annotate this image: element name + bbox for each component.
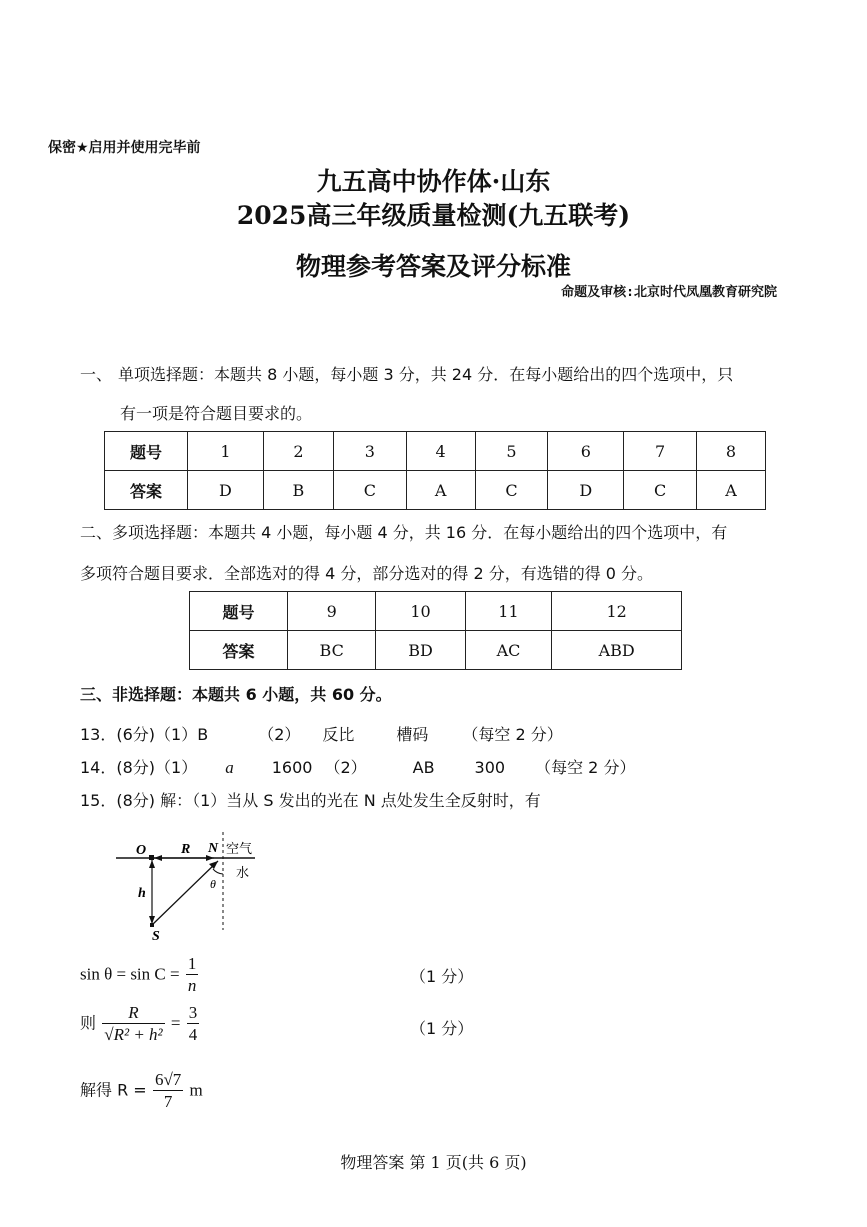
eq2-right-numerator: 3 <box>188 1003 198 1022</box>
table-cell-question: 3 <box>333 432 406 471</box>
table-cell-question: 10 <box>376 592 465 631</box>
eq3-fraction <box>153 1070 183 1113</box>
q14-score-note: （每空 2 分） <box>535 758 636 777</box>
q13-answer-2b: 槽码 <box>396 725 429 744</box>
table-row-answers <box>105 471 766 510</box>
q13-prefix: 13．(6分)（1）B <box>80 725 209 744</box>
eq2-score: （1 分） <box>410 1019 474 1038</box>
q15-intro-line: 15．(8分) 解：（1）当从 S 发出的光在 N 点处发生全反射时，有 <box>80 791 541 810</box>
table-cell-answer: ABD <box>552 631 682 670</box>
eq3-prefix: 解得 R = <box>80 1080 147 1100</box>
label-s: S <box>152 929 160 944</box>
eq2-right-denominator: 4 <box>188 1025 198 1044</box>
eq1-denominator: n <box>187 976 197 995</box>
q14-answer-2a: AB <box>412 758 435 777</box>
section1-answer-table <box>104 431 766 510</box>
title-line-1: 九五高中协作体·山东 <box>316 167 551 196</box>
refraction-diagram <box>110 832 270 944</box>
table-cell-answer: C <box>624 471 697 510</box>
angle-arc <box>213 869 223 874</box>
table-cell-answer: B <box>263 471 333 510</box>
q14-answer-1b: 1600 <box>271 758 313 777</box>
table-cell-answer: A <box>406 471 475 510</box>
eq1-left: sin θ = sin C = <box>80 964 180 984</box>
table-row-questions <box>190 592 682 631</box>
eq2-denominator: √R² + h² <box>104 1025 163 1044</box>
table-cell-question: 11 <box>465 592 552 631</box>
radius-arrow-head-left <box>154 855 162 861</box>
label-n: N <box>208 841 219 856</box>
table-cell-answer: C <box>333 471 406 510</box>
table-cell-question: 9 <box>288 592 376 631</box>
section1-text-line1: 单项选择题：本题共 8 小题，每小题 3 分，共 24 分．在每小题给出的四个选项中，只 <box>118 365 734 384</box>
q13-answer-2a: 反比 <box>322 725 355 744</box>
q14-part2-label: （2） <box>324 758 367 777</box>
table-cell-answer: BC <box>288 631 376 670</box>
point-s-marker <box>150 923 154 927</box>
section1-text-line2: 有一项是符合题目要求的。 <box>120 404 313 423</box>
table-row-questions <box>105 432 766 471</box>
eq3-numerator: 6√7 <box>154 1070 182 1089</box>
eq2-prefix: 则 <box>80 1013 97 1033</box>
label-theta: θ <box>210 877 216 891</box>
table-row-answers <box>190 631 682 670</box>
eq1-numerator: 1 <box>187 954 197 973</box>
table-cell-answer: D <box>548 471 624 510</box>
equation-2 <box>80 1003 201 1046</box>
section3-heading: 三、非选择题：本题共 6 小题，共 60 分。 <box>80 685 392 704</box>
section2-text-line2: 多项符合题目要求．全部选对的得 4 分，部分选对的得 2 分，有选错的得 0 分。 <box>80 564 654 583</box>
point-o-marker <box>149 855 154 860</box>
q14-answer-2b: 300 <box>474 758 506 777</box>
title-line-3: 物理参考答案及评分标准 <box>295 252 571 281</box>
label-h: h <box>138 886 146 901</box>
title-line-2: 2025高三年级质量检测(九五联考) <box>236 201 631 230</box>
table-cell-question: 4 <box>406 432 475 471</box>
depth-arrow-head-top <box>149 860 155 868</box>
eq1-score: （1 分） <box>410 967 474 986</box>
confidential-label: 保密★启用并使用完毕前 <box>48 140 201 156</box>
author-line: 命题及审核:北京时代凤凰教育研究院 <box>561 285 777 300</box>
q14-prefix: 14．(8分)（1） <box>80 758 198 777</box>
eq2-numerator: R <box>102 1003 164 1024</box>
table-header-answer: 答案 <box>190 631 288 670</box>
label-r: R <box>181 842 191 857</box>
eq3-denominator: 7 <box>163 1092 173 1111</box>
eq2-fraction-right <box>187 1003 200 1046</box>
eq2-fraction-left <box>102 1003 164 1046</box>
table-cell-answer: A <box>696 471 765 510</box>
eq2-equals: = <box>170 1013 181 1033</box>
table-cell-answer: AC <box>465 631 552 670</box>
eq3-unit: m <box>189 1080 203 1100</box>
eq1-fraction <box>186 954 199 997</box>
q14-answer-line <box>80 755 635 778</box>
table-cell-answer: BD <box>376 631 465 670</box>
table-header-question: 题号 <box>105 432 188 471</box>
equation-1 <box>80 954 200 997</box>
table-cell-question: 7 <box>624 432 697 471</box>
label-o: O <box>136 843 147 858</box>
light-ray <box>152 861 218 925</box>
section1-number: 一、 <box>80 365 113 384</box>
table-cell-answer: C <box>475 471 548 510</box>
table-cell-answer: D <box>188 471 264 510</box>
label-water: 水 <box>236 866 250 881</box>
section2-text-line1: 二、多项选择题：本题共 4 小题，每小题 4 分，共 16 分．在每小题给出的四个选项中，有 <box>80 523 728 542</box>
table-header-answer: 答案 <box>105 471 188 510</box>
table-header-question: 题号 <box>190 592 288 631</box>
q14-answer-1: a <box>225 758 234 777</box>
table-cell-question: 12 <box>552 592 682 631</box>
equation-3 <box>80 1070 203 1113</box>
label-air: 空气 <box>226 842 253 857</box>
table-cell-question: 8 <box>696 432 765 471</box>
table-cell-question: 2 <box>263 432 333 471</box>
table-cell-question: 1 <box>188 432 264 471</box>
page-footer: 物理答案 第 1 页(共 6 页) <box>340 1153 527 1172</box>
table-cell-question: 6 <box>548 432 624 471</box>
q13-part2-label: （2） <box>258 725 301 744</box>
section1-heading <box>80 362 733 385</box>
q13-score-note: （每空 2 分） <box>462 725 563 744</box>
section2-answer-table <box>189 591 682 670</box>
q13-answer-line <box>80 722 563 745</box>
table-cell-question: 5 <box>475 432 548 471</box>
